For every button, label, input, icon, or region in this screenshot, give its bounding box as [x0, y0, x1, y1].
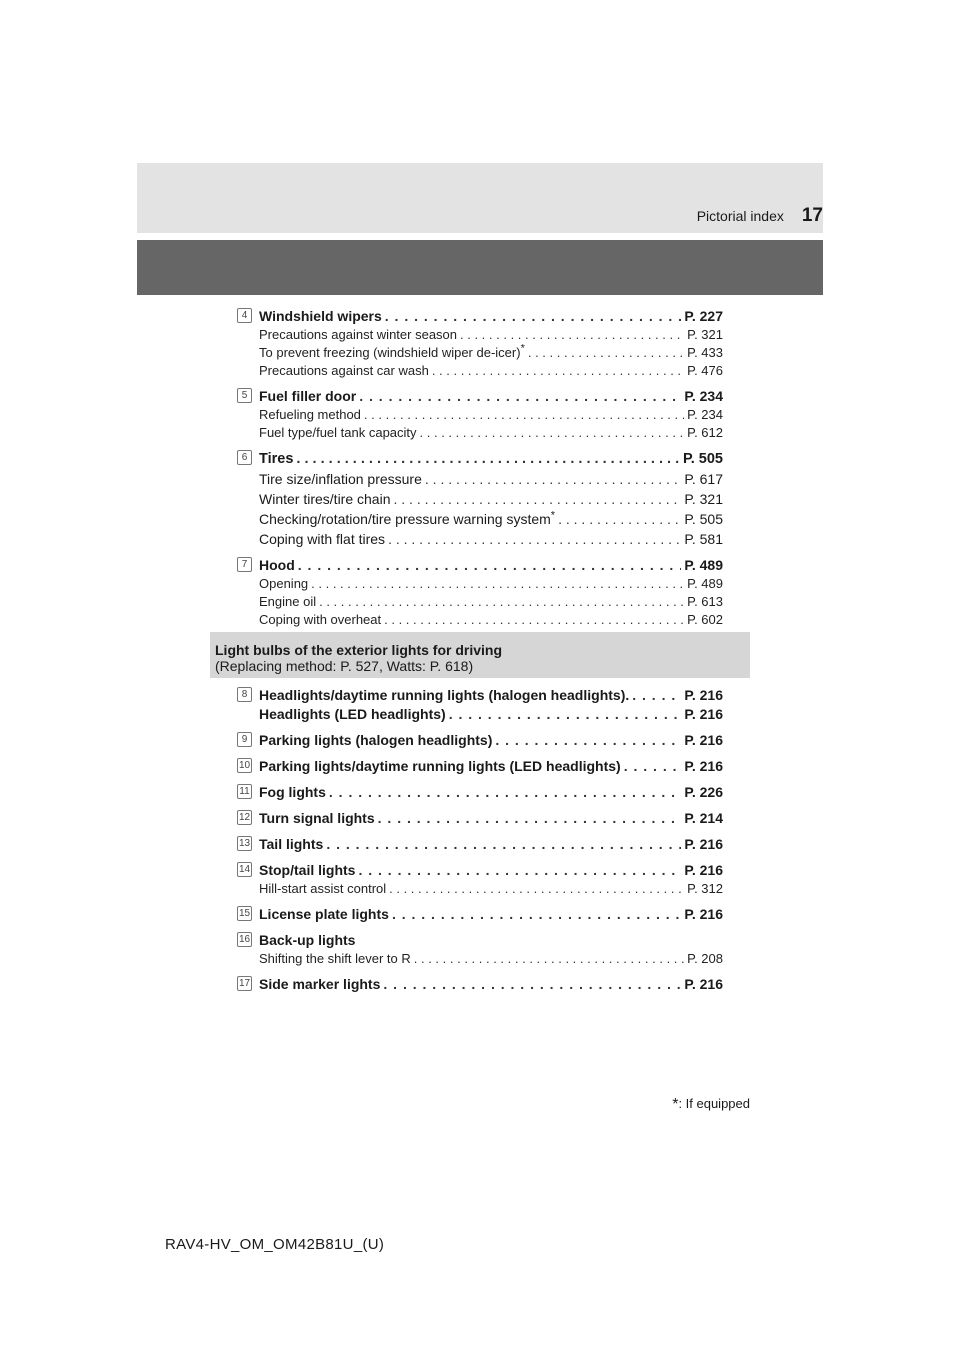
page-reference: P. 216 — [684, 836, 723, 852]
entry-title: Refueling method — [259, 407, 361, 422]
page-header — [697, 205, 823, 227]
lights-section-title: Light bulbs of the exterior lights for driving — [215, 642, 502, 658]
page-reference: P. 617 — [684, 471, 723, 487]
entry-sub-line[interactable] — [259, 344, 723, 362]
dot-leader — [558, 509, 681, 529]
entry-title: Tires — [259, 451, 294, 467]
page-reference: P. 226 — [684, 784, 723, 800]
entry-main-line[interactable] — [259, 307, 723, 326]
page-reference: P. 505 — [684, 511, 723, 527]
entry-main-line[interactable] — [259, 861, 723, 880]
callout-number: 14 — [238, 864, 251, 875]
entry-sub-line[interactable] — [259, 469, 723, 489]
entry-title: License plate lights — [259, 906, 389, 922]
page-reference: P. 216 — [684, 976, 723, 992]
entry-title: Tail lights — [259, 836, 324, 852]
entry-sub-line[interactable] — [259, 326, 723, 344]
entry-main-line[interactable] — [259, 449, 723, 469]
footnote — [672, 1096, 750, 1114]
dot-leader — [425, 469, 681, 489]
dot-leader — [329, 783, 681, 802]
index-entry — [237, 449, 723, 549]
index-group-lights — [237, 686, 723, 1001]
entry-title: Shifting the shift lever to R — [259, 951, 411, 966]
entry-main-line[interactable] — [259, 705, 723, 724]
entry-title: To prevent freezing (windshield wiper de-icer)* — [259, 342, 525, 360]
entry-title: Coping with overheat — [259, 612, 382, 627]
entry-sub-line[interactable] — [259, 950, 723, 968]
callout-number: 4 — [237, 308, 252, 323]
index-entry — [237, 975, 723, 994]
index-entry — [237, 809, 723, 828]
callout-number: 7 — [237, 557, 252, 572]
index-entry — [237, 556, 723, 629]
footnote-text: : If equipped — [678, 1096, 750, 1111]
footnote-star: * — [672, 1096, 679, 1113]
entry-title: Precautions against car wash — [259, 363, 429, 378]
entry-title: Back-up lights — [259, 932, 356, 948]
entry-sub-line[interactable] — [259, 424, 723, 442]
callout-number: 9 — [237, 732, 252, 747]
entry-main-line[interactable] — [259, 387, 723, 406]
dot-leader — [298, 556, 682, 575]
entry-title: Parking lights/daytime running lights (LED headlights) — [259, 758, 621, 774]
callout-number: 17 — [238, 978, 251, 989]
entry-title: Hood — [259, 557, 295, 573]
index-entry — [237, 757, 723, 776]
page-reference: P. 216 — [684, 687, 723, 703]
page-reference: P. 476 — [687, 363, 723, 378]
lights-section-band — [210, 632, 750, 678]
callout-number: 8 — [237, 687, 252, 702]
dot-leader — [414, 950, 684, 968]
index-entry — [237, 931, 723, 968]
page-reference: P. 613 — [687, 594, 723, 609]
index-entry — [237, 783, 723, 802]
entry-title: Headlights/daytime running lights (halogen headlights). — [259, 687, 630, 703]
entry-main-line[interactable] — [259, 931, 723, 950]
section-title: Pictorial index — [696, 208, 784, 224]
entry-title: Fuel type/fuel tank capacity — [259, 425, 417, 440]
entry-sub-line[interactable] — [259, 611, 723, 629]
entry-sub-line[interactable] — [259, 489, 723, 509]
callout-number: 5 — [237, 388, 252, 403]
entry-main-line[interactable] — [259, 905, 723, 924]
page-reference: P. 433 — [687, 345, 723, 360]
dot-leader — [385, 307, 682, 326]
page-reference: P. 216 — [684, 732, 723, 748]
entry-sub-line[interactable] — [259, 593, 723, 611]
dot-leader — [392, 905, 681, 924]
callout-number: 6 — [237, 450, 252, 465]
entry-title: Hill-start assist control — [259, 881, 387, 896]
callout-number: 16 — [238, 934, 251, 945]
dot-leader — [359, 387, 681, 406]
dot-leader — [311, 575, 684, 593]
page-reference: P. 312 — [687, 881, 723, 896]
dot-leader — [296, 449, 680, 469]
dot-leader — [319, 593, 684, 611]
index-entry — [237, 835, 723, 854]
dot-leader — [393, 489, 681, 509]
dot-leader — [495, 731, 681, 750]
page-reference: P. 234 — [687, 407, 723, 422]
dot-leader — [364, 406, 684, 424]
index-entry — [237, 307, 723, 380]
dot-leader — [358, 861, 681, 880]
entry-main-line[interactable] — [259, 975, 723, 994]
dot-leader — [388, 529, 681, 549]
page-reference: P. 216 — [684, 706, 723, 722]
entry-title: Side marker lights — [259, 976, 381, 992]
dot-leader — [420, 424, 685, 442]
entry-title: Opening — [259, 576, 309, 591]
entry-title: Winter tires/tire chain — [259, 491, 391, 507]
dot-leader — [449, 705, 682, 724]
page-reference: P. 216 — [684, 758, 723, 774]
entry-title: Headlights (LED headlights) — [259, 706, 446, 722]
entry-title: Fog lights — [259, 784, 326, 800]
equipped-star: * — [550, 509, 556, 522]
callout-number: 13 — [238, 838, 251, 849]
entry-title: Checking/rotation/tire pressure warning system* — [259, 509, 556, 527]
page-reference: P. 505 — [682, 451, 723, 467]
callout-number: 15 — [238, 908, 251, 919]
callout-number: 11 — [237, 784, 252, 799]
entry-main-line[interactable] — [259, 757, 723, 776]
page-reference: P. 216 — [684, 862, 723, 878]
page-reference: P. 234 — [684, 388, 723, 404]
entry-main-line[interactable] — [259, 783, 723, 802]
entry-title: Parking lights (halogen headlights) — [259, 732, 493, 748]
page-reference: P. 612 — [687, 425, 723, 440]
dot-leader — [460, 326, 684, 344]
entry-title: Windshield wipers — [259, 308, 382, 324]
index-entry — [237, 905, 723, 924]
entry-sub-line[interactable] — [259, 575, 723, 593]
index-entry — [237, 861, 723, 898]
entry-title: Tire size/inflation pressure — [259, 471, 422, 487]
dot-leader — [389, 880, 684, 898]
page-number: 17 — [801, 205, 823, 226]
dot-leader — [384, 611, 684, 629]
dot-leader — [632, 686, 681, 705]
entry-main-line[interactable] — [259, 686, 723, 705]
dot-leader — [528, 344, 684, 362]
page-reference: P. 581 — [684, 531, 723, 547]
entry-sub-line[interactable] — [259, 529, 723, 549]
dot-leader — [326, 835, 681, 854]
page-reference: P. 321 — [684, 491, 723, 507]
dot-leader — [383, 975, 681, 994]
callout-number: 10 — [238, 760, 251, 771]
equipped-star: * — [520, 342, 525, 355]
dot-leader — [378, 809, 682, 828]
page-reference: P. 216 — [684, 906, 723, 922]
index-group-exterior-parts — [237, 307, 723, 636]
entry-sub-line[interactable] — [259, 880, 723, 898]
document-code: RAV4-HV_OM_OM42B81U_(U) — [165, 1236, 385, 1253]
dot-leader — [624, 757, 682, 776]
entry-main-line[interactable] — [259, 731, 723, 750]
page-reference: P. 489 — [684, 557, 723, 573]
callout-number: 12 — [238, 812, 251, 823]
entry-sub-line[interactable] — [259, 509, 723, 529]
entry-title: Engine oil — [259, 594, 317, 609]
page-reference: P. 227 — [684, 308, 723, 324]
entry-main-line[interactable] — [259, 809, 723, 828]
page-reference: P. 208 — [687, 951, 723, 966]
page-reference: P. 489 — [687, 576, 723, 591]
index-entry — [237, 731, 723, 750]
entry-title: Fuel filler door — [259, 388, 357, 404]
entry-title: Stop/tail lights — [259, 862, 356, 878]
index-entry — [237, 387, 723, 442]
page-reference: P. 321 — [687, 327, 723, 342]
lights-section-subtitle: (Replacing method: P. 527, Watts: P. 618) — [215, 658, 474, 674]
entry-sub-line[interactable] — [259, 362, 723, 380]
entry-title: Turn signal lights — [259, 810, 375, 826]
page-reference: P. 214 — [684, 810, 723, 826]
entry-sub-line[interactable] — [259, 406, 723, 424]
dot-leader — [432, 362, 684, 380]
entry-title: Precautions against winter season — [259, 327, 458, 342]
entry-main-line[interactable] — [259, 835, 723, 854]
page-reference: P. 602 — [687, 612, 723, 627]
entry-main-line[interactable] — [259, 556, 723, 575]
header-dark-bar — [137, 240, 823, 295]
index-entry — [237, 686, 723, 724]
entry-title: Coping with flat tires — [259, 531, 386, 547]
